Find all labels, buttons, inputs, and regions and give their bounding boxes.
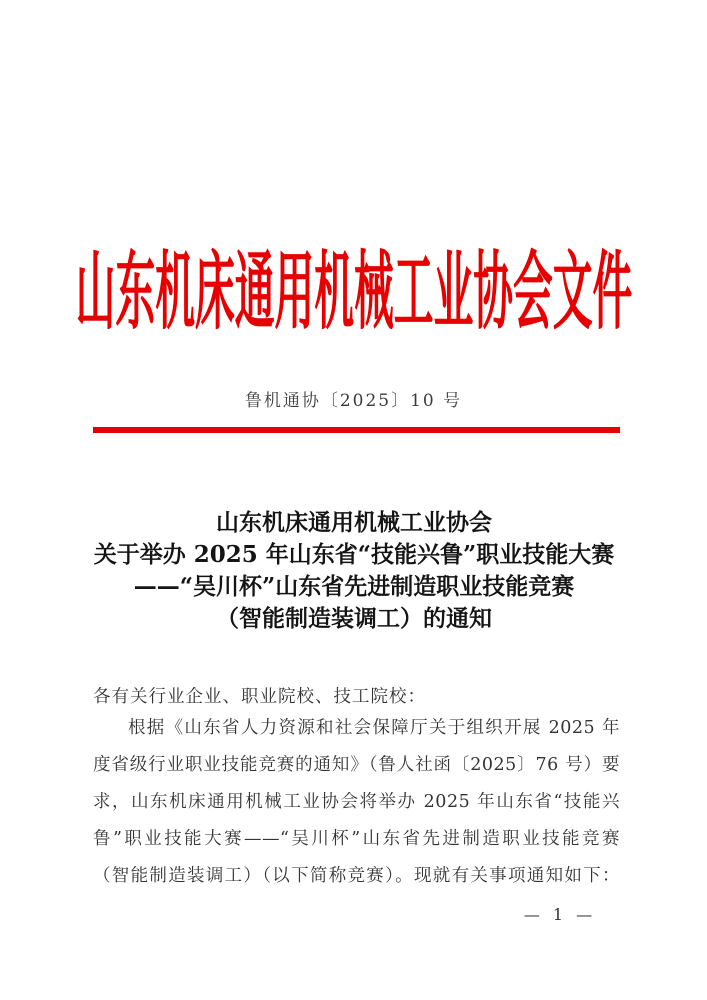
notice-title-line-2: 关于举办 2025 年山东省“技能兴鲁”职业技能大赛 [93, 541, 615, 568]
letterhead-title: 山东机床通用机械工业协会文件 [75, 241, 632, 343]
page-number: — 1 — [523, 905, 597, 924]
body-line-2: 度省级行业职业技能竞赛的通知》（鲁人社函〔2025〕76 号）要 [93, 755, 620, 775]
notice-title-line-3: ——“吴川杯”山东省先进制造职业技能竞赛 [133, 573, 575, 600]
salutation-line: 各有关行业企业、职业院校、技工院校： [93, 687, 426, 707]
body-line-4: 鲁”职业技能大赛——“吴川杯”山东省先进制造职业技能竞赛 [93, 829, 620, 849]
body-line-5: （智能制造装调工）（以下简称竞赛）。现就有关事项通知如下： [93, 866, 620, 886]
notice-title-block [44, 507, 664, 635]
notice-title-line-1: 山东机床通用机械工业协会 [216, 509, 492, 536]
body-line-3: 求，山东机床通用机械工业协会将举办 2025 年山东省“技能兴 [93, 792, 620, 812]
notice-title-line-4: （智能制造装调工）的通知 [216, 605, 492, 632]
letterhead-banner [0, 238, 707, 343]
body-line-1: 根据《山东省人力资源和社会保障厅关于组织开展 2025 年 [128, 718, 620, 738]
red-divider-rule [93, 427, 620, 433]
body-paragraph [93, 710, 620, 895]
document-reference-number: 鲁机通协〔2025〕10 号 [244, 391, 463, 411]
